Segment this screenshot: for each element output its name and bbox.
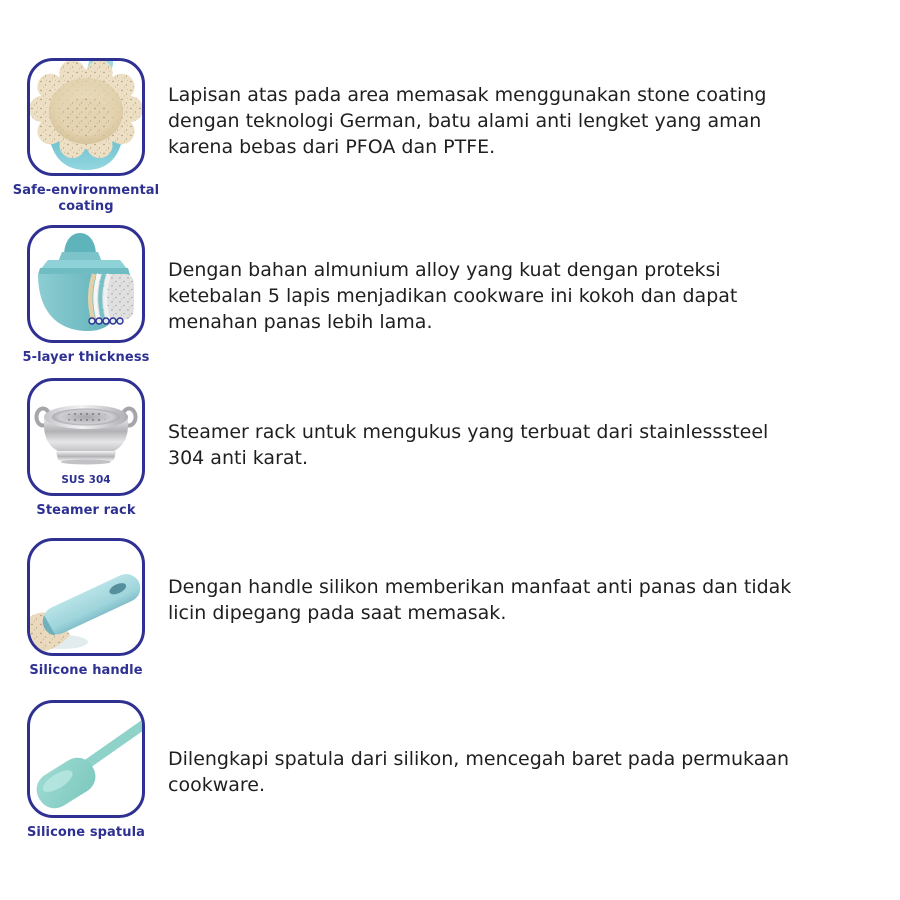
feature-description: Lapisan atas pada area memasak menggunakan stone coating dengan teknologi German, batu alami anti lengket yang aman karena bebas dari PFOA dan PTFE. [168,84,767,158]
feature-description: Steamer rack untuk mengukus yang terbuat dari stainlesssteel 304 anti karat. [168,421,769,469]
feature-description: Dengan bahan almunium alloy yang kuat dengan proteksi ketebalan 5 lapis menjadikan cookware ini kokoh dan dapat menahan panas lebih lama. [168,259,738,333]
feature-description: Dengan handle silikon memberikan manfaat anti panas dan tidak licin dipegang pada saat memasak. [168,576,792,624]
steamer-rack-icon [27,378,145,496]
stone-coating-pan-icon [27,58,145,176]
feature-caption: Steamer rack [36,503,136,518]
feature-caption: Silicone handle [29,663,143,678]
feature-caption: Safe-environmental coating [12,183,160,214]
feature-description: Dilengkapi spatula dari silikon, mencegah baret pada permukaan cookware. [168,748,790,796]
silicone-spatula-icon [27,700,145,818]
steel-grade-label: SUS 304 [61,474,111,486]
feature-caption: 5-layer thickness [22,350,150,365]
feature-caption: Silicone spatula [26,825,146,840]
five-layer-pot-icon [27,225,145,343]
silicone-handle-icon [27,538,145,656]
